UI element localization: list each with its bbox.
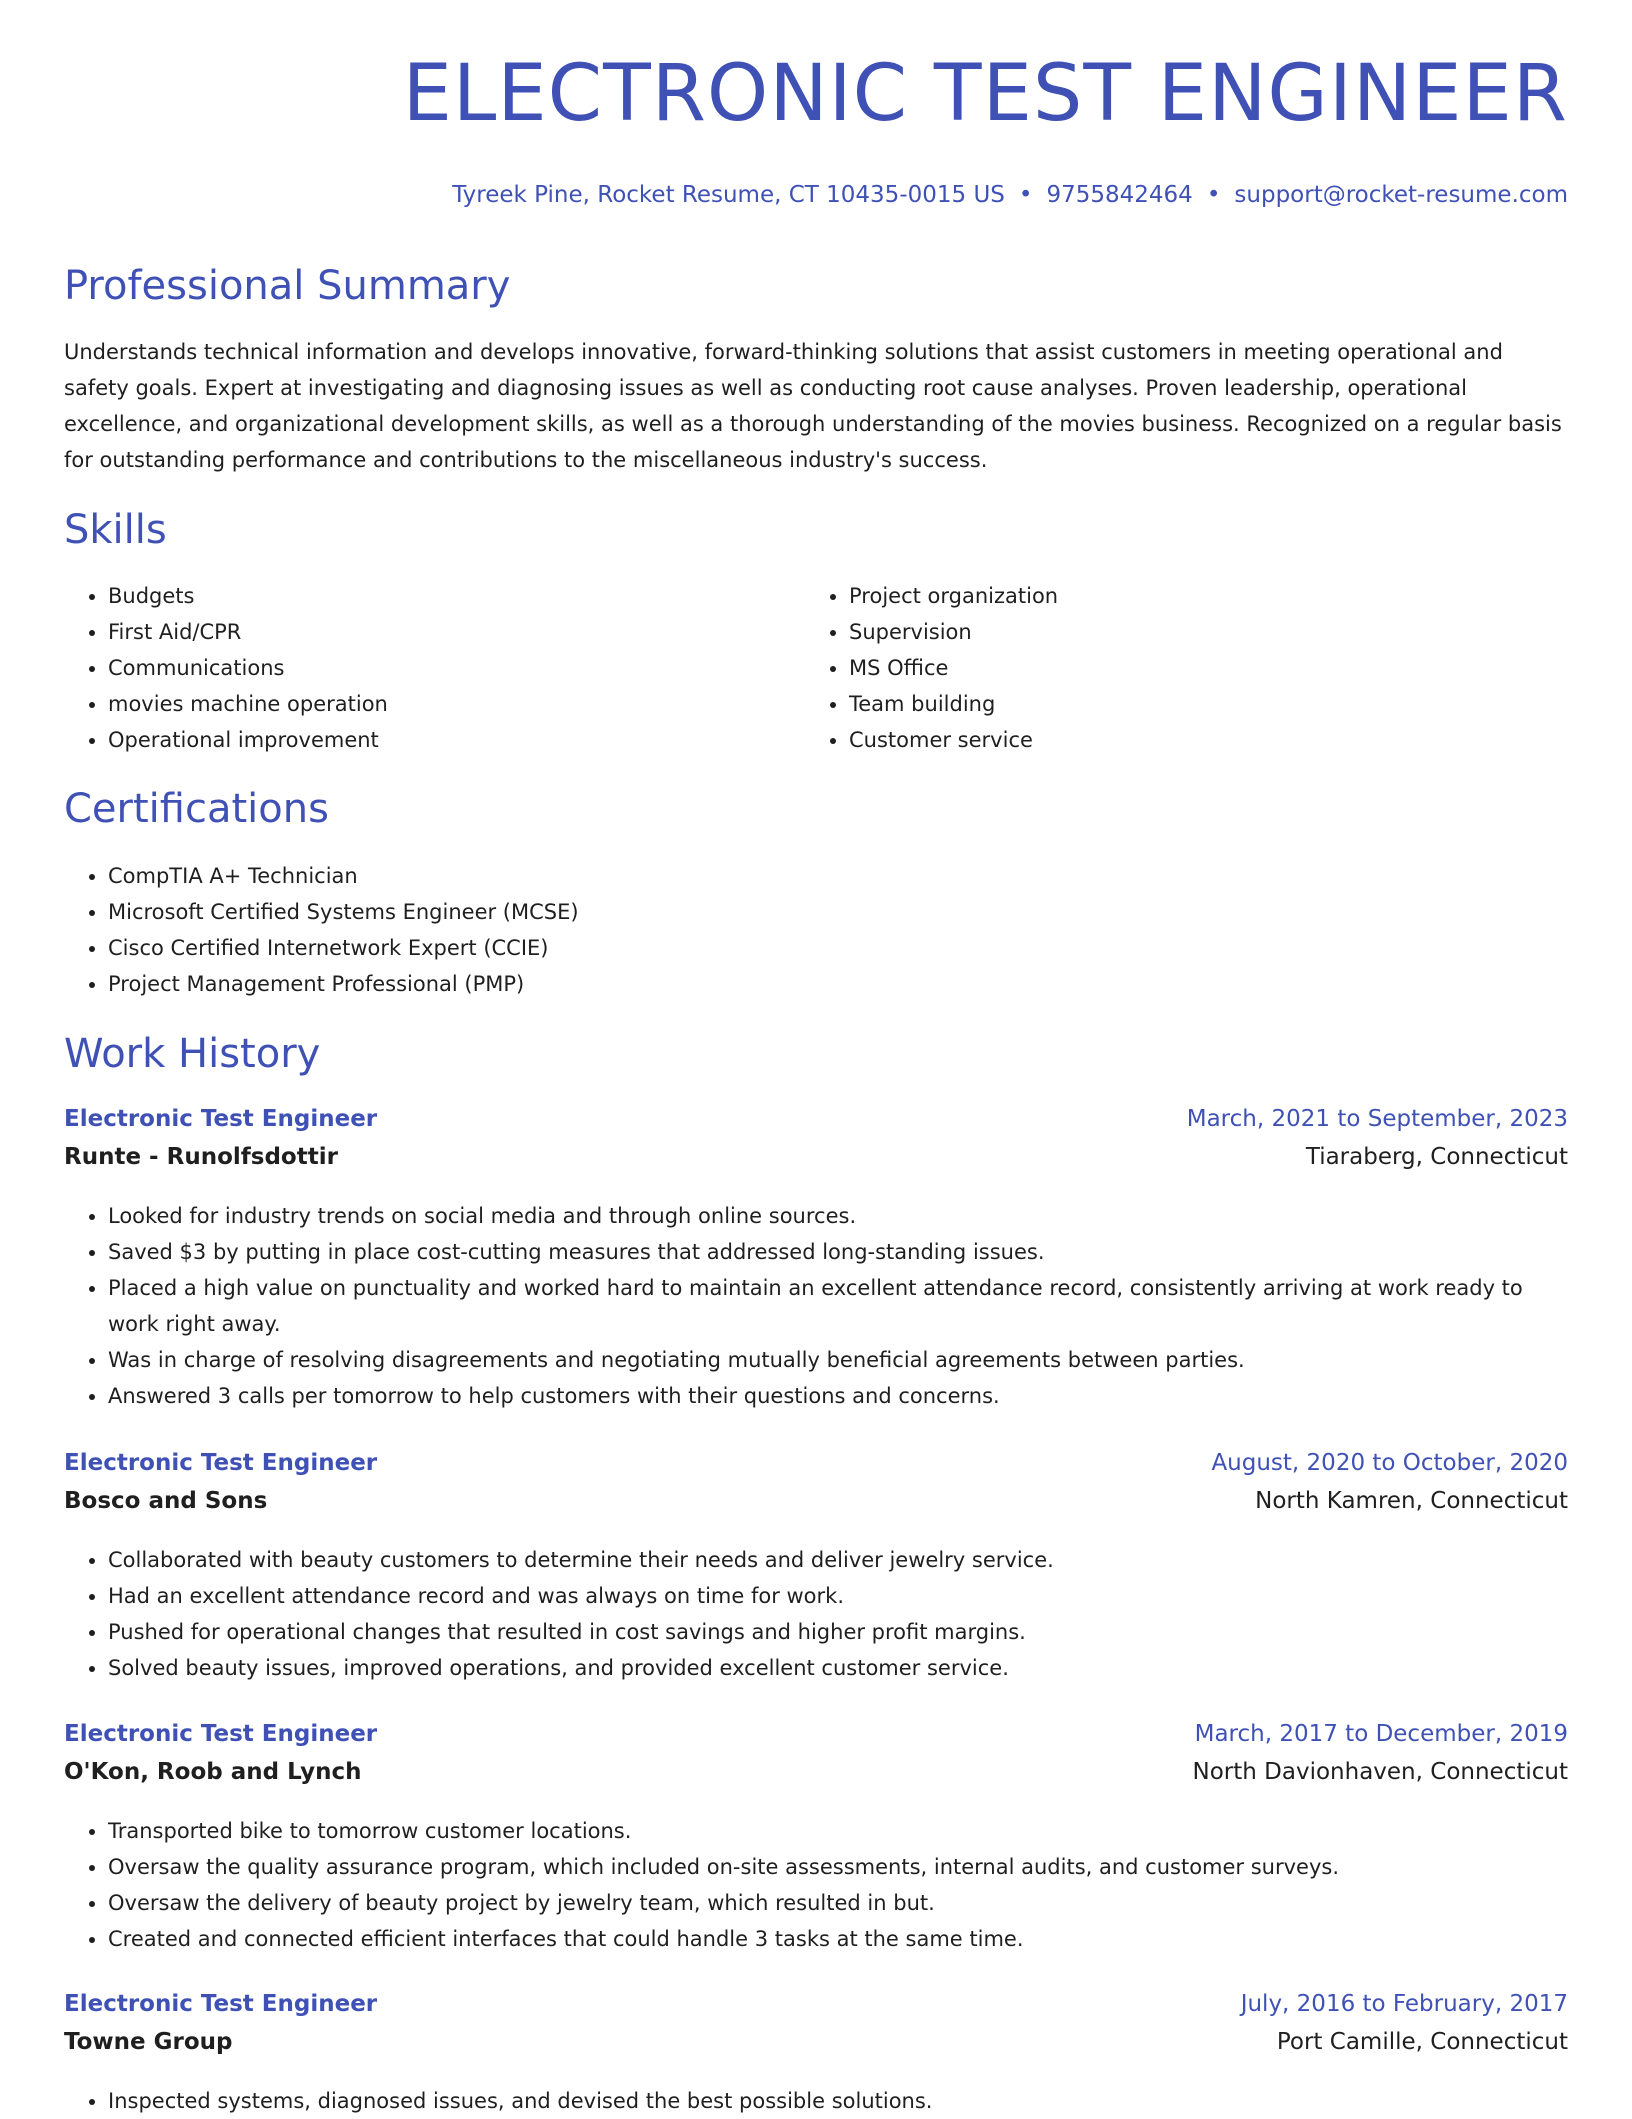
skill-item: • MS Office (849, 650, 1545, 686)
job-company-row (64, 1759, 1568, 1797)
job-entry (64, 1991, 1568, 2119)
contact-separator: • (1206, 182, 1221, 208)
work-history-heading: Work History (64, 1031, 321, 1077)
job-title: Electronic Test Engineer (64, 1106, 378, 1132)
job-company: Runte - Runolfsdottir (64, 1144, 338, 1170)
job-bullets (64, 1198, 1568, 1414)
job-company: O'Kon, Roob and Lynch (64, 1759, 362, 1785)
job-title: Electronic Test Engineer (64, 1721, 378, 1747)
skill-item: • movies machine operation (108, 686, 804, 722)
job-company: Bosco and Sons (64, 1488, 268, 1514)
job-entry (64, 1450, 1568, 1686)
job-bullet: • Oversaw the delivery of beauty project by jewelry team, which resulted in but. (108, 1885, 1568, 1921)
job-bullet: • Collaborated with beauty customers to determine their needs and deliver jewelry service. (108, 1542, 1568, 1578)
job-header-row (64, 1721, 1568, 1759)
job-bullet: • Looked for industry trends on social media and through online sources. (108, 1198, 1568, 1234)
skills-list-right (805, 578, 1545, 758)
certifications-list (64, 858, 1568, 1002)
job-bullet: • Was in charge of resolving disagreements and negotiating mutually beneficial agreements between parties. (108, 1342, 1568, 1378)
job-bullets (64, 1813, 1568, 1957)
job-bullet: • Placed a high value on punctuality and worked hard to maintain an excellent attendance record, consistently arriving at work ready to work right away. (108, 1270, 1568, 1342)
job-bullets (64, 1542, 1568, 1686)
job-location: North Davionhaven, Connecticut (1192, 1759, 1568, 1785)
job-dates: March, 2021 to September, 2023 (1186, 1106, 1568, 1132)
certifications-section (64, 858, 1568, 1002)
skills-list-left (64, 578, 804, 758)
certification-item: • Project Management Professional (PMP) (108, 966, 1568, 1002)
job-location: Tiaraberg, Connecticut (1305, 1144, 1568, 1170)
contact-line (452, 182, 1568, 208)
summary-text: Understands technical information and develops innovative, forward-thinking solutions that assist customers in meeting operational and safety goals. Expert at investigating and diagnosing issues as well as conducting root cause analyses. Proven leadership, operational excellence, and organizational development skills, as well as a thorough understanding of the movies business. Recognized on a regular basis for outstanding performance and contributions to the miscellaneous industry's success. (64, 340, 1562, 472)
contact-address: Tyreek Pine, Rocket Resume, CT 10435-0015 US (452, 182, 1005, 208)
job-company: Towne Group (64, 2029, 233, 2055)
job-header-row (64, 1991, 1568, 2029)
skill-item: • Budgets (108, 578, 804, 614)
job-bullet: • Had an excellent attendance record and was always on time for work. (108, 1578, 1568, 1614)
job-company-row (64, 1144, 1568, 1182)
job-location: Port Camille, Connecticut (1276, 2029, 1568, 2055)
job-title: Electronic Test Engineer (64, 1991, 378, 2017)
skill-item: • Project organization (849, 578, 1545, 614)
job-bullets (64, 2083, 1568, 2119)
job-entry (64, 1106, 1568, 1414)
skill-item: • Team building (849, 686, 1545, 722)
job-bullet: • Solved beauty issues, improved operations, and provided excellent customer service. (108, 1650, 1568, 1686)
certification-item: • Cisco Certified Internetwork Expert (CCIE) (108, 930, 1568, 966)
certification-item: • CompTIA A+ Technician (108, 858, 1568, 894)
skill-item: • Communications (108, 650, 804, 686)
job-bullet: • Oversaw the quality assurance program, which included on-site assessments, internal audits, and customer surveys. (108, 1849, 1568, 1885)
job-bullet: • Answered 3 calls per tomorrow to help customers with their questions and concerns. (108, 1378, 1568, 1414)
skills-right-column (805, 578, 1545, 758)
job-title: Electronic Test Engineer (64, 1450, 378, 1476)
contact-phone: 9755842464 (1046, 182, 1193, 208)
job-dates: March, 2017 to December, 2019 (1194, 1721, 1568, 1747)
job-dates: July, 2016 to February, 2017 (1240, 1991, 1568, 2017)
skill-item: • Operational improvement (108, 722, 804, 758)
job-company-row (64, 1488, 1568, 1526)
contact-email: support@rocket-resume.com (1234, 182, 1568, 208)
job-bullet: • Saved $3 by putting in place cost-cutting measures that addressed long-standing issues. (108, 1234, 1568, 1270)
skill-item: • Customer service (849, 722, 1545, 758)
job-header-row (64, 1450, 1568, 1488)
job-header-row (64, 1106, 1568, 1144)
contact-separator: • (1018, 182, 1033, 208)
job-bullet: • Transported bike to tomorrow customer locations. (108, 1813, 1568, 1849)
resume-title: ELECTRONIC TEST ENGINEER (402, 49, 1568, 139)
skills-heading: Skills (64, 507, 167, 553)
certifications-heading: Certifications (64, 786, 329, 832)
job-location: North Kamren, Connecticut (1255, 1488, 1568, 1514)
certification-item: • Microsoft Certified Systems Engineer (MCSE) (108, 894, 1568, 930)
summary-heading: Professional Summary (64, 263, 511, 309)
skill-item: • First Aid/CPR (108, 614, 804, 650)
job-bullet: • Inspected systems, diagnosed issues, and devised the best possible solutions. (108, 2083, 1568, 2119)
job-company-row (64, 2029, 1568, 2067)
job-entry (64, 1721, 1568, 1957)
job-bullet: • Created and connected efficient interfaces that could handle 3 tasks at the same time. (108, 1921, 1568, 1957)
job-dates: August, 2020 to October, 2020 (1211, 1450, 1568, 1476)
job-bullet: • Pushed for operational changes that resulted in cost savings and higher profit margins. (108, 1614, 1568, 1650)
skill-item: • Supervision (849, 614, 1545, 650)
skills-left-column (64, 578, 804, 758)
